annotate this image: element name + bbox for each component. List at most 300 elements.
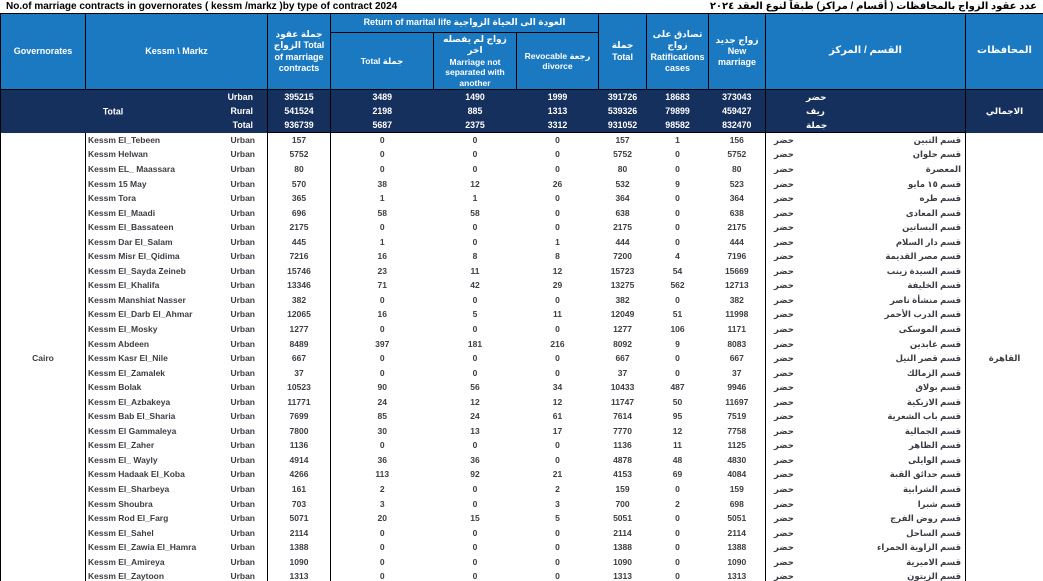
kessm-cell — [86, 235, 268, 250]
header-ratifications-ar: تصادق على زواج — [652, 29, 703, 51]
table-row — [1, 322, 1043, 337]
area-label-ar: حضر — [774, 353, 794, 364]
value-cell: 0 — [331, 540, 434, 555]
total-value-cell: 79899 — [647, 104, 709, 118]
value-cell: 11998 — [709, 307, 766, 322]
table-row — [1, 220, 1043, 235]
area-label-ar: حضر — [774, 309, 794, 320]
value-cell: 11697 — [709, 395, 766, 410]
value-cell: 0 — [647, 569, 709, 581]
header-total-contracts-ar: جملة عقود — [275, 29, 323, 40]
header-kessm-markz: Kessm \ Markz — [86, 14, 268, 90]
kessm-name: Kessm Misr El_Qidima — [88, 251, 180, 262]
value-cell: 106 — [647, 322, 709, 337]
kessm-name: Kessm 15 May — [88, 178, 147, 189]
value-cell: 5 — [517, 511, 599, 526]
total-value-cell: 832470 — [709, 119, 766, 133]
area-label: Urban — [230, 323, 255, 334]
table-row — [1, 497, 1043, 512]
kessm-cell — [86, 482, 268, 497]
kessm-cell — [86, 133, 268, 148]
value-cell: 26 — [517, 177, 599, 192]
value-cell: 5752 — [709, 147, 766, 162]
kessm-cell — [86, 293, 268, 308]
value-cell: 159 — [709, 482, 766, 497]
area-label-ar: حضر — [774, 513, 794, 524]
total-area-urban: Urban — [227, 92, 253, 103]
value-cell: 1313 — [709, 569, 766, 581]
table-row — [1, 147, 1043, 162]
value-cell: 8092 — [599, 337, 647, 352]
total-label-ar: الاجمالي — [966, 90, 1043, 133]
value-cell: 0 — [517, 147, 599, 162]
total-value-cell: 5687 — [331, 119, 434, 133]
kessm-cell — [86, 147, 268, 162]
total-area-total: Total — [232, 120, 253, 131]
value-cell: 7699 — [268, 409, 331, 424]
value-cell: 15723 — [599, 264, 647, 279]
value-cell: 12049 — [599, 307, 647, 322]
value-cell: 0 — [434, 555, 517, 570]
kessm-name-ar: قسم الموسكى — [898, 323, 962, 334]
value-cell: 85 — [331, 409, 434, 424]
value-cell: 0 — [434, 351, 517, 366]
kessm-cell — [86, 177, 268, 192]
value-cell: 0 — [331, 366, 434, 381]
total-area-labels — [1, 90, 267, 132]
area-label-ar: حضر — [774, 454, 794, 465]
kessm-cell — [86, 351, 268, 366]
area-label: Urban — [230, 454, 255, 465]
kessm-name-ar: قسم الازبكية — [906, 396, 962, 407]
kessm-cell — [86, 424, 268, 439]
kessm-cell-ar — [766, 162, 966, 177]
value-cell: 5752 — [268, 147, 331, 162]
kessm-name-ar: قسم الاميرية — [906, 556, 962, 567]
value-cell: 0 — [331, 133, 434, 148]
value-cell: 12 — [647, 424, 709, 439]
value-cell: 0 — [331, 351, 434, 366]
value-cell: 382 — [599, 293, 647, 308]
value-cell: 0 — [434, 482, 517, 497]
area-label-ar: حضر — [774, 469, 794, 480]
kessm-cell-ar — [766, 380, 966, 395]
value-cell: 80 — [709, 162, 766, 177]
value-cell: 570 — [268, 177, 331, 192]
value-cell: 0 — [434, 526, 517, 541]
kessm-cell-ar — [766, 366, 966, 381]
kessm-name: Kessm El_Amireya — [88, 556, 165, 567]
area-label-ar: حضر — [774, 207, 794, 218]
value-cell: 0 — [517, 191, 599, 206]
total-value-cell: 1313 — [517, 104, 599, 118]
kessm-cell-ar — [766, 264, 966, 279]
kessm-name-ar: قسم الجمالية — [904, 425, 962, 436]
total-value-cell: 98582 — [647, 119, 709, 133]
value-cell: 532 — [599, 177, 647, 192]
area-label-ar: حضر — [774, 425, 794, 436]
value-cell: 181 — [434, 337, 517, 352]
value-cell: 1171 — [709, 322, 766, 337]
value-cell: 638 — [599, 206, 647, 221]
kessm-cell-ar — [766, 453, 966, 468]
kessm-cell — [86, 322, 268, 337]
value-cell: 7758 — [709, 424, 766, 439]
value-cell: 7200 — [599, 249, 647, 264]
kessm-name-ar: المعصرة — [925, 163, 962, 174]
value-cell: 48 — [647, 453, 709, 468]
value-cell: 37 — [599, 366, 647, 381]
area-label: Urban — [230, 469, 255, 480]
header-ratifications-en: Ratifications cases — [650, 51, 705, 73]
area-label-ar: حضر — [774, 556, 794, 567]
kessm-name: Kessm El_Bassateen — [88, 222, 174, 233]
kessm-cell — [86, 555, 268, 570]
value-cell: 1090 — [268, 555, 331, 570]
kessm-name-ar: قسم الشرابية — [903, 484, 962, 494]
area-label-ar: حضر — [774, 382, 794, 393]
kessm-name-ar: قسم الزاوية الحمراء — [877, 542, 962, 553]
kessm-cell-ar — [766, 322, 966, 337]
area-label: Urban — [230, 236, 255, 247]
area-label: Urban — [230, 513, 255, 524]
kessm-name-ar: قسم الساحل — [906, 527, 962, 538]
kessm-cell-ar — [766, 438, 966, 453]
value-cell: 11 — [434, 264, 517, 279]
kessm-name: Kessm El_Sharbeya — [88, 484, 170, 494]
value-cell: 11771 — [268, 395, 331, 410]
value-cell: 1090 — [599, 555, 647, 570]
area-label: Urban — [230, 178, 255, 189]
area-label-ar: حضر — [774, 149, 794, 160]
table-row — [1, 293, 1043, 308]
area-label-ar: حضر — [774, 193, 794, 204]
value-cell: 698 — [709, 497, 766, 512]
value-cell: 2175 — [268, 220, 331, 235]
value-cell: 51 — [647, 307, 709, 322]
value-cell: 1388 — [268, 540, 331, 555]
value-cell: 11747 — [599, 395, 647, 410]
total-value-cell: 931052 — [599, 119, 647, 133]
total-label-cell — [1, 90, 268, 133]
area-label: Urban — [230, 338, 255, 349]
value-cell: 0 — [331, 147, 434, 162]
table-row — [1, 307, 1043, 322]
value-cell: 1277 — [268, 322, 331, 337]
value-cell: 0 — [517, 206, 599, 221]
value-cell: 382 — [268, 293, 331, 308]
value-cell: 0 — [647, 526, 709, 541]
kessm-cell — [86, 380, 268, 395]
value-cell: 0 — [517, 293, 599, 308]
kessm-cell — [86, 249, 268, 264]
value-cell: 2114 — [268, 526, 331, 541]
value-cell: 10433 — [599, 380, 647, 395]
total-area-rural-ar: ريف — [766, 104, 966, 118]
table-row — [1, 366, 1043, 381]
table-row — [1, 569, 1043, 581]
value-cell: 24 — [331, 395, 434, 410]
kessm-cell-ar — [766, 424, 966, 439]
table-row — [1, 540, 1043, 555]
area-label: Urban — [230, 134, 255, 145]
kessm-name-ar: قسم الدرب الأحمر — [884, 309, 962, 320]
value-cell: 12 — [434, 177, 517, 192]
table-row — [1, 351, 1043, 366]
value-cell: 11 — [647, 438, 709, 453]
kessm-name-ar: قسم الخليفة — [907, 280, 962, 291]
value-cell: 0 — [434, 293, 517, 308]
value-cell: 444 — [599, 235, 647, 250]
kessm-name-ar: قسم الوايلى — [908, 454, 962, 465]
value-cell: 61 — [517, 409, 599, 424]
value-cell: 0 — [647, 540, 709, 555]
header-revocable-divorce: Revocable رجعة divorce — [517, 33, 599, 90]
header-total-en: Total — [612, 51, 633, 62]
area-label: Urban — [230, 265, 255, 276]
kessm-name: Kessm El_Tebeen — [88, 134, 161, 145]
totals-block — [1, 90, 1043, 133]
total-value-cell: 395215 — [268, 90, 331, 104]
value-cell: 487 — [647, 380, 709, 395]
area-label: Urban — [230, 367, 255, 378]
kessm-name: Kessm El_Zaher — [88, 440, 155, 451]
value-cell: 8 — [517, 249, 599, 264]
table-row — [1, 409, 1043, 424]
kessm-name: Kessm El_Sayda Zeineb — [88, 265, 186, 276]
value-cell: 0 — [331, 220, 434, 235]
kessm-name: Kessm El Gammaleya — [88, 425, 177, 436]
total-value-cell: 391726 — [599, 90, 647, 104]
value-cell: 58 — [434, 206, 517, 221]
value-cell: 9 — [647, 337, 709, 352]
kessm-name-ar: قسم منشأة ناصر — [889, 294, 962, 305]
table-row — [1, 438, 1043, 453]
kessm-name: Kessm El_Mosky — [88, 323, 158, 334]
value-cell: 7800 — [268, 424, 331, 439]
value-cell: 71 — [331, 278, 434, 293]
value-cell: 1 — [331, 235, 434, 250]
header-not-separated-ar: زواج لم يفصله اخر — [443, 34, 507, 56]
kessm-cell — [86, 526, 268, 541]
value-cell: 667 — [599, 351, 647, 366]
kessm-name-ar: قسم المعادى — [905, 207, 962, 218]
value-cell: 21 — [517, 467, 599, 482]
value-cell: 0 — [647, 555, 709, 570]
table-row — [1, 555, 1043, 570]
value-cell: 0 — [331, 293, 434, 308]
value-cell: 0 — [517, 453, 599, 468]
value-cell: 12 — [434, 395, 517, 410]
total-value-cell: 1999 — [517, 90, 599, 104]
kessm-name-ar: قسم طره — [919, 193, 962, 204]
kessm-cell-ar — [766, 235, 966, 250]
value-cell: 0 — [434, 133, 517, 148]
area-label-ar: حضر — [774, 338, 794, 349]
total-value-cell: 18683 — [647, 90, 709, 104]
kessm-cell-ar — [766, 293, 966, 308]
table-row — [1, 191, 1043, 206]
area-label: Urban — [230, 571, 255, 581]
kessm-name-ar: قسم السيدة زينب — [886, 265, 962, 276]
value-cell: 1388 — [599, 540, 647, 555]
value-cell: 42 — [434, 278, 517, 293]
table-row — [1, 264, 1043, 279]
area-label: Urban — [230, 527, 255, 538]
kessm-name: Kessm Bab El_Sharia — [88, 411, 176, 422]
value-cell: 1 — [331, 191, 434, 206]
total-value-cell: 1490 — [434, 90, 517, 104]
area-label-ar: حضر — [774, 251, 794, 262]
kessm-cell-ar — [766, 278, 966, 293]
kessm-name-ar: قسم البساتين — [902, 222, 962, 233]
kessm-name-ar: قسم الزمالك — [906, 367, 962, 378]
value-cell: 38 — [331, 177, 434, 192]
header-total — [599, 14, 647, 90]
value-cell: 0 — [517, 366, 599, 381]
value-cell: 0 — [517, 351, 599, 366]
value-cell: 5 — [434, 307, 517, 322]
value-cell: 0 — [517, 540, 599, 555]
table-row — [1, 249, 1043, 264]
value-cell: 54 — [647, 264, 709, 279]
area-label: Urban — [230, 207, 255, 218]
area-label-ar: حضر — [774, 163, 794, 174]
header-kessm-markz-ar: القسم / المركز — [766, 14, 966, 90]
kessm-name: Kessm Kasr El_Nile — [88, 353, 168, 364]
area-label: Urban — [230, 542, 255, 553]
value-cell: 667 — [709, 351, 766, 366]
area-label: Urban — [230, 222, 255, 233]
header-new-marriage-ar: زواج جديد — [715, 34, 759, 45]
value-cell: 7196 — [709, 249, 766, 264]
kessm-cell-ar — [766, 482, 966, 497]
value-cell: 1 — [647, 133, 709, 148]
value-cell: 159 — [599, 482, 647, 497]
area-label: Urban — [230, 484, 255, 494]
kessm-name: Kessm Rod El_Farg — [88, 513, 169, 524]
total-value-cell: 2375 — [434, 119, 517, 133]
value-cell: 216 — [517, 337, 599, 352]
area-label-ar: حضر — [774, 294, 794, 305]
table-row — [1, 278, 1043, 293]
kessm-cell-ar — [766, 220, 966, 235]
kessm-name: Kessm El_Khalifa — [88, 280, 160, 291]
area-label-ar: حضر — [774, 222, 794, 233]
value-cell: 397 — [331, 337, 434, 352]
kessm-name-ar: قسم قصر النيل — [895, 353, 962, 364]
area-label: Urban — [230, 425, 255, 436]
kessm-cell — [86, 511, 268, 526]
value-cell: 1125 — [709, 438, 766, 453]
value-cell: 8489 — [268, 337, 331, 352]
kessm-name-ar: قسم روض الفرج — [890, 513, 962, 524]
value-cell: 4878 — [599, 453, 647, 468]
table-row — [1, 511, 1043, 526]
value-cell: 0 — [331, 322, 434, 337]
header-total-contracts-en: الزواج Total of marriage contracts — [273, 40, 325, 73]
value-cell: 2 — [647, 497, 709, 512]
kessm-cell — [86, 337, 268, 352]
kessm-name-ar: قسم حلوان — [912, 149, 962, 160]
total-area-urban-ar: حضر — [766, 90, 966, 104]
kessm-cell — [86, 540, 268, 555]
kessm-name: Kessm Manshiat Nasser — [88, 294, 186, 305]
kessm-name: Kessm Dar El_Salam — [88, 236, 173, 247]
value-cell: 0 — [331, 162, 434, 177]
value-cell: 0 — [331, 438, 434, 453]
value-cell: 365 — [268, 191, 331, 206]
value-cell: 36 — [434, 453, 517, 468]
value-cell: 4266 — [268, 467, 331, 482]
kessm-name: Kessm Bolak — [88, 382, 142, 393]
area-label-ar: حضر — [774, 527, 794, 538]
total-value-cell: 936739 — [268, 119, 331, 133]
value-cell: 0 — [434, 540, 517, 555]
value-cell: 2175 — [709, 220, 766, 235]
area-label: Urban — [230, 149, 255, 160]
kessm-name-ar: قسم ١٥ مايو — [908, 178, 962, 189]
kessm-cell-ar — [766, 511, 966, 526]
header-return-total: Total جملة — [331, 33, 434, 90]
kessm-name-ar: قسم التبين — [913, 135, 962, 146]
total-value-cell: 3312 — [517, 119, 599, 133]
value-cell: 12 — [517, 264, 599, 279]
area-label-ar: حضر — [774, 571, 794, 581]
kessm-cell — [86, 409, 268, 424]
area-label: Urban — [230, 498, 255, 509]
kessm-name: Kessm El_Zaytoon — [88, 571, 165, 581]
kessm-cell — [86, 497, 268, 512]
value-cell: 37 — [268, 366, 331, 381]
kessm-cell — [86, 278, 268, 293]
value-cell: 1136 — [268, 438, 331, 453]
header-not-separated-en: Marriage not separated with another — [445, 56, 505, 88]
value-cell: 1 — [517, 235, 599, 250]
kessm-cell — [86, 569, 268, 581]
value-cell: 364 — [599, 191, 647, 206]
value-cell: 8 — [434, 249, 517, 264]
kessm-cell-ar — [766, 147, 966, 162]
kessm-cell — [86, 220, 268, 235]
value-cell: 2114 — [599, 526, 647, 541]
value-cell: 157 — [268, 133, 331, 148]
table-row — [1, 162, 1043, 177]
kessm-name: Kessm Abdeen — [88, 338, 150, 349]
kessm-name: Kessm EL_ Maassara — [88, 163, 175, 174]
total-value-cell: 373043 — [709, 90, 766, 104]
kessm-cell-ar — [766, 409, 966, 424]
value-cell: 0 — [647, 191, 709, 206]
area-label: Urban — [230, 251, 255, 262]
value-cell: 90 — [331, 380, 434, 395]
kessm-cell — [86, 453, 268, 468]
value-cell: 3 — [331, 497, 434, 512]
area-label: Urban — [230, 396, 255, 407]
value-cell: 444 — [709, 235, 766, 250]
value-cell: 4 — [647, 249, 709, 264]
report-title-ar: عدد عقود الزواج بالمحافظات ( أقسام / مراكز) طبقاً لنوع العقد ٢٠٢٤ — [709, 1, 1037, 12]
value-cell: 29 — [517, 278, 599, 293]
value-cell: 0 — [517, 526, 599, 541]
value-cell: 50 — [647, 395, 709, 410]
value-cell: 703 — [268, 497, 331, 512]
value-cell: 69 — [647, 467, 709, 482]
kessm-cell-ar — [766, 569, 966, 581]
area-label-ar: حضر — [774, 542, 794, 553]
kessm-cell — [86, 162, 268, 177]
kessm-cell-ar — [766, 555, 966, 570]
